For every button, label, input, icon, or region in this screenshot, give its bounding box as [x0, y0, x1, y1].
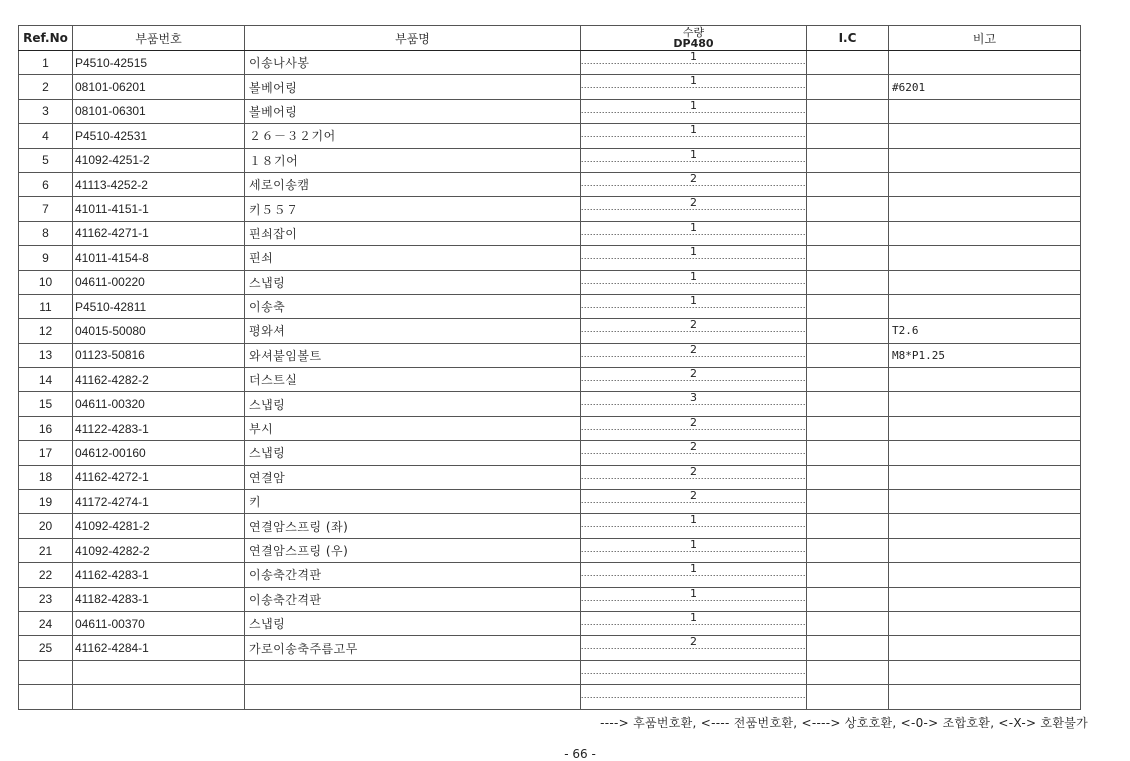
part-name-cell: 핀쇠	[245, 246, 581, 270]
part-name-cell: 볼베어링	[245, 99, 581, 123]
ic-cell	[807, 294, 889, 318]
part-name-cell: 스냅링	[245, 392, 581, 416]
ic-cell	[807, 587, 889, 611]
part-name-cell: 이송축	[245, 294, 581, 318]
table-row	[19, 343, 1081, 367]
ref-no-cell: 12	[19, 319, 73, 343]
table-row	[19, 270, 1081, 294]
qty-cell: 1	[581, 221, 807, 245]
qty-cell: 2	[581, 490, 807, 514]
qty-cell: 1	[581, 99, 807, 123]
header-model: DP480	[673, 37, 714, 50]
ic-cell	[807, 685, 889, 709]
ic-cell	[807, 416, 889, 440]
part-no-cell: 41113-4252-2	[73, 172, 245, 196]
qty-cell	[581, 685, 807, 709]
part-no-cell: P4510-42515	[73, 51, 245, 75]
part-no-cell: 41092-4282-2	[73, 538, 245, 562]
remark-cell	[889, 246, 1081, 270]
part-name-cell: 스냅링	[245, 441, 581, 465]
qty-cell	[581, 660, 807, 684]
ref-no-cell: 18	[19, 465, 73, 489]
table-row	[19, 197, 1081, 221]
ic-cell	[807, 221, 889, 245]
ref-no-cell: 25	[19, 636, 73, 660]
table-row	[19, 538, 1081, 562]
ic-cell	[807, 514, 889, 538]
table-row	[19, 221, 1081, 245]
part-no-cell: 08101-06201	[73, 75, 245, 99]
table-row	[19, 611, 1081, 635]
header-part-name: 부품명	[245, 26, 581, 51]
remark-cell	[889, 368, 1081, 392]
part-name-cell: ２６－３２기어	[245, 124, 581, 148]
ref-no-cell: 4	[19, 124, 73, 148]
table-row	[19, 660, 1081, 684]
table-row	[19, 148, 1081, 172]
ref-no-cell: 11	[19, 294, 73, 318]
ref-no-cell: 19	[19, 490, 73, 514]
ref-no-cell: 8	[19, 221, 73, 245]
ref-no-cell: 6	[19, 172, 73, 196]
table-row	[19, 416, 1081, 440]
ic-cell	[807, 611, 889, 635]
ref-no-cell	[19, 685, 73, 709]
table-row	[19, 514, 1081, 538]
part-no-cell	[73, 660, 245, 684]
ref-no-cell: 15	[19, 392, 73, 416]
table-row	[19, 587, 1081, 611]
part-no-cell: 41122-4283-1	[73, 416, 245, 440]
header-qty	[581, 26, 807, 51]
table-row	[19, 294, 1081, 318]
ic-cell	[807, 246, 889, 270]
qty-cell: 2	[581, 172, 807, 196]
part-name-cell: 이송축간격판	[245, 587, 581, 611]
part-no-cell: 41162-4282-2	[73, 368, 245, 392]
part-no-cell: 41092-4281-2	[73, 514, 245, 538]
ic-cell	[807, 270, 889, 294]
qty-cell: 1	[581, 563, 807, 587]
qty-cell: 1	[581, 148, 807, 172]
ref-no-cell: 16	[19, 416, 73, 440]
part-no-cell	[73, 685, 245, 709]
remark-cell: #6201	[889, 75, 1081, 99]
table-header-row	[19, 26, 1081, 51]
remark-cell	[889, 221, 1081, 245]
ref-no-cell: 17	[19, 441, 73, 465]
part-no-cell: 41182-4283-1	[73, 587, 245, 611]
ic-cell	[807, 636, 889, 660]
remark-cell	[889, 538, 1081, 562]
table-row	[19, 172, 1081, 196]
table-row	[19, 392, 1081, 416]
remark-cell	[889, 148, 1081, 172]
qty-cell: 1	[581, 294, 807, 318]
ic-cell	[807, 99, 889, 123]
part-name-cell: 핀쇠잡이	[245, 221, 581, 245]
remark-cell	[889, 124, 1081, 148]
ic-cell	[807, 660, 889, 684]
header-part-no: 부품번호	[73, 26, 245, 51]
remark-cell	[889, 587, 1081, 611]
qty-cell: 1	[581, 514, 807, 538]
ref-no-cell: 14	[19, 368, 73, 392]
ref-no-cell: 9	[19, 246, 73, 270]
ref-no-cell: 2	[19, 75, 73, 99]
part-name-cell: 키５５７	[245, 197, 581, 221]
part-no-cell: 04015-50080	[73, 319, 245, 343]
remark-cell	[889, 636, 1081, 660]
part-name-cell: 볼베어링	[245, 75, 581, 99]
ic-cell	[807, 197, 889, 221]
ref-no-cell: 10	[19, 270, 73, 294]
ref-no-cell: 5	[19, 148, 73, 172]
table-row	[19, 465, 1081, 489]
part-no-cell: 04611-00220	[73, 270, 245, 294]
ref-no-cell: 7	[19, 197, 73, 221]
part-name-cell: 연결암스프링 (좌)	[245, 514, 581, 538]
ic-cell	[807, 172, 889, 196]
remark-cell	[889, 611, 1081, 635]
part-no-cell: 41011-4154-8	[73, 246, 245, 270]
header-qty-label: 수량	[682, 26, 705, 39]
header-ic: I.C	[807, 26, 889, 51]
remark-cell	[889, 660, 1081, 684]
ref-no-cell: 20	[19, 514, 73, 538]
qty-cell: 2	[581, 368, 807, 392]
remark-cell	[889, 465, 1081, 489]
part-no-cell: 41092-4251-2	[73, 148, 245, 172]
part-name-cell	[245, 685, 581, 709]
table-body	[19, 51, 1081, 710]
ic-cell	[807, 392, 889, 416]
table-row	[19, 51, 1081, 75]
ref-no-cell: 24	[19, 611, 73, 635]
part-name-cell: 연결암스프링 (우)	[245, 538, 581, 562]
remark-cell	[889, 416, 1081, 440]
remark-cell	[889, 490, 1081, 514]
ic-cell	[807, 124, 889, 148]
part-no-cell: P4510-42811	[73, 294, 245, 318]
part-name-cell: １８기어	[245, 148, 581, 172]
part-name-cell: 더스트실	[245, 368, 581, 392]
qty-cell: 2	[581, 441, 807, 465]
page-number: - 66 -	[564, 747, 596, 761]
remark-cell	[889, 392, 1081, 416]
ref-no-cell: 13	[19, 343, 73, 367]
remark-cell	[889, 563, 1081, 587]
table-row	[19, 441, 1081, 465]
table-row	[19, 319, 1081, 343]
remark-cell	[889, 685, 1081, 709]
remark-cell	[889, 514, 1081, 538]
table-row	[19, 246, 1081, 270]
part-no-cell: 01123-50816	[73, 343, 245, 367]
part-name-cell: 스냅링	[245, 270, 581, 294]
part-no-cell: 04611-00320	[73, 392, 245, 416]
table-row	[19, 636, 1081, 660]
qty-cell: 1	[581, 270, 807, 294]
part-no-cell: 41162-4271-1	[73, 221, 245, 245]
ic-cell	[807, 75, 889, 99]
ic-cell	[807, 490, 889, 514]
part-name-cell	[245, 660, 581, 684]
remark-cell	[889, 197, 1081, 221]
ic-cell	[807, 319, 889, 343]
remark-cell	[889, 270, 1081, 294]
qty-cell: 1	[581, 75, 807, 99]
remark-cell	[889, 172, 1081, 196]
part-no-cell: 41162-4272-1	[73, 465, 245, 489]
part-name-cell: 가로이송축주름고무	[245, 636, 581, 660]
ic-cell	[807, 51, 889, 75]
ic-cell	[807, 343, 889, 367]
ref-no-cell: 21	[19, 538, 73, 562]
part-name-cell: 평와셔	[245, 319, 581, 343]
header-ref-no: Ref.No	[19, 26, 73, 51]
part-no-cell: 08101-06301	[73, 99, 245, 123]
remark-cell	[889, 99, 1081, 123]
part-name-cell: 키	[245, 490, 581, 514]
table-row	[19, 490, 1081, 514]
qty-cell: 2	[581, 343, 807, 367]
ic-cell	[807, 465, 889, 489]
ic-cell	[807, 538, 889, 562]
ic-cell	[807, 563, 889, 587]
part-no-cell: 04612-00160	[73, 441, 245, 465]
part-no-cell: P4510-42531	[73, 124, 245, 148]
remark-cell	[889, 441, 1081, 465]
part-no-cell: 41011-4151-1	[73, 197, 245, 221]
table-row	[19, 368, 1081, 392]
ref-no-cell: 23	[19, 587, 73, 611]
qty-cell: 3	[581, 392, 807, 416]
table-row	[19, 124, 1081, 148]
part-no-cell: 41172-4274-1	[73, 490, 245, 514]
table-row	[19, 685, 1081, 709]
interchange-legend: ----> 후품번호환, <---- 전품번호환, <----> 상호호환, <-0-> 조합호환, <-X-> 호환불가	[600, 716, 1088, 730]
remark-cell	[889, 294, 1081, 318]
part-name-cell: 와셔붙임볼트	[245, 343, 581, 367]
table-row	[19, 99, 1081, 123]
part-name-cell: 이송나사봉	[245, 51, 581, 75]
ref-no-cell: 3	[19, 99, 73, 123]
qty-cell: 2	[581, 319, 807, 343]
parts-list-table	[18, 25, 1081, 710]
ic-cell	[807, 368, 889, 392]
part-no-cell: 41162-4283-1	[73, 563, 245, 587]
remark-cell: M8*P1.25	[889, 343, 1081, 367]
qty-cell: 2	[581, 197, 807, 221]
qty-cell: 2	[581, 416, 807, 440]
qty-cell: 2	[581, 465, 807, 489]
part-no-cell: 04611-00370	[73, 611, 245, 635]
remark-cell: T2.6	[889, 319, 1081, 343]
qty-cell: 1	[581, 124, 807, 148]
ic-cell	[807, 148, 889, 172]
part-name-cell: 세로이송캠	[245, 172, 581, 196]
part-name-cell: 스냅링	[245, 611, 581, 635]
ref-no-cell	[19, 660, 73, 684]
qty-cell: 1	[581, 51, 807, 75]
ic-cell	[807, 441, 889, 465]
ref-no-cell: 22	[19, 563, 73, 587]
qty-cell: 1	[581, 611, 807, 635]
part-no-cell: 41162-4284-1	[73, 636, 245, 660]
qty-cell: 1	[581, 587, 807, 611]
table-row	[19, 75, 1081, 99]
remark-cell	[889, 51, 1081, 75]
qty-cell: 2	[581, 636, 807, 660]
header-remark: 비고	[889, 26, 1081, 51]
part-name-cell: 연결암	[245, 465, 581, 489]
ref-no-cell: 1	[19, 51, 73, 75]
table-row	[19, 563, 1081, 587]
part-name-cell: 부시	[245, 416, 581, 440]
qty-cell: 1	[581, 538, 807, 562]
part-name-cell: 이송축간격판	[245, 563, 581, 587]
qty-cell: 1	[581, 246, 807, 270]
